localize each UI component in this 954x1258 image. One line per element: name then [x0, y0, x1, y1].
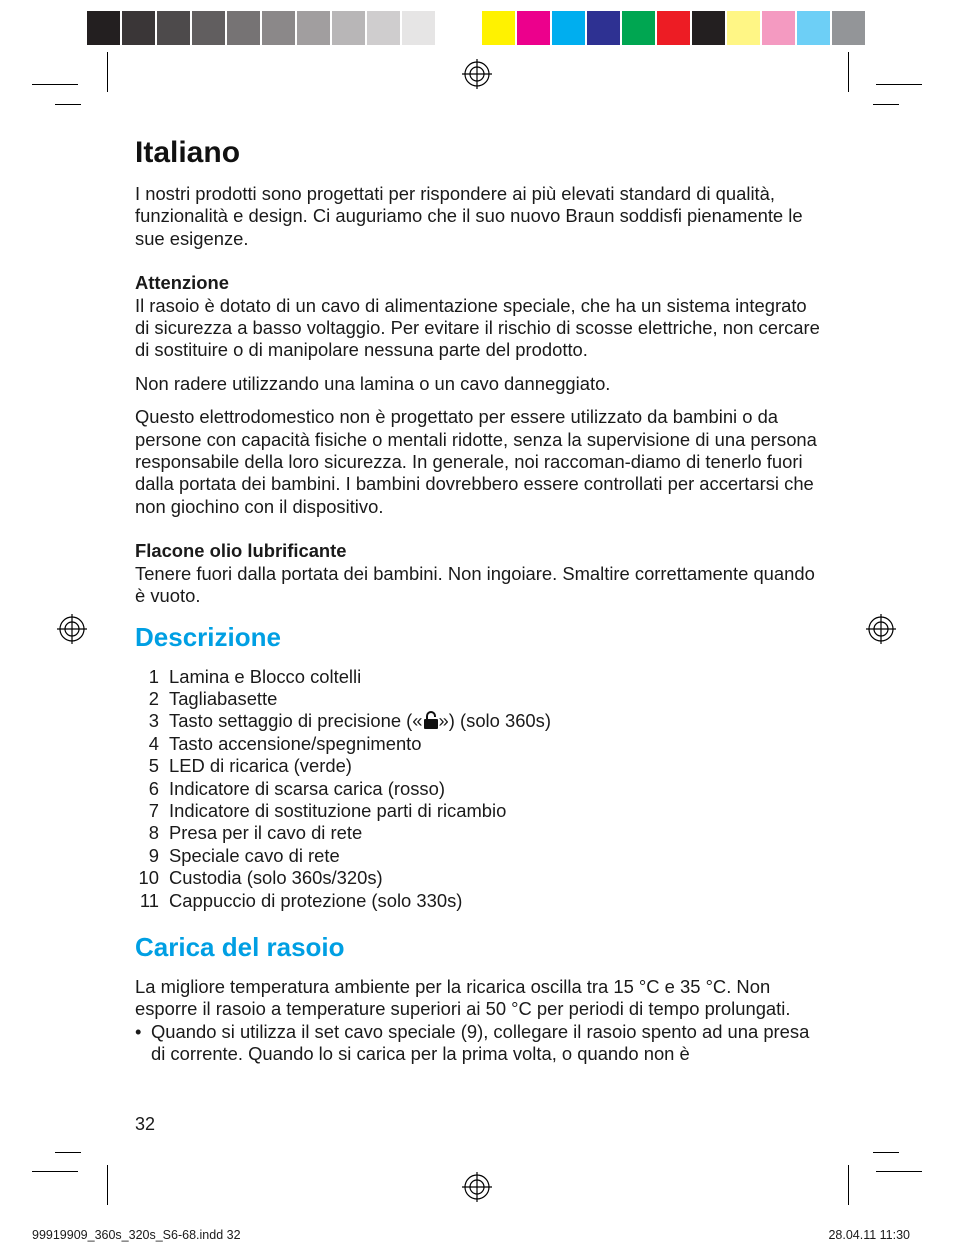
gray-swatch: [296, 10, 331, 46]
color-swatch: [621, 10, 656, 46]
charging-bullet: • Quando si utilizza il set cavo speciale (9), collegare il rasoio spento ad una presa di corrente. Quando lo si carica per la prima volta, o quando non è: [135, 1020, 810, 1065]
color-swatch: [516, 10, 551, 46]
oil-heading: Flacone olio lubrificante: [135, 540, 347, 562]
grayscale-calibration-bar: [86, 10, 471, 46]
crop-mark: [848, 1165, 849, 1205]
list-item: 11 Cappuccio di protezione (solo 330s): [139, 889, 463, 911]
oil-paragraph: Tenere fuori dalla portata dei bambini. Non ingoiare. Smaltire correttamente quando è vuoto.: [135, 562, 815, 607]
page-content: [135, 135, 825, 1066]
gray-swatch: [156, 10, 191, 46]
attention-paragraph: Il rasoio è dotato di un cavo di alimentazione speciale, che ha un sistema integrato di sicurezza a basso voltaggio. Per evitare il rischio di scosse elettriche, non cercare di sostituire o di manipolare nessuna parte del prodotto.: [135, 294, 820, 361]
color-swatch: [726, 10, 761, 46]
gray-swatch: [226, 10, 261, 46]
crop-mark: [55, 1152, 81, 1153]
list-item: 2 Tagliabasette: [148, 687, 278, 709]
color-swatch: [551, 10, 586, 46]
page-number: 32: [135, 1114, 156, 1134]
crop-mark: [32, 1171, 78, 1172]
lock-icon: [423, 710, 439, 730]
crop-mark: [876, 84, 922, 85]
color-swatch: [831, 10, 866, 46]
intro-paragraph: I nostri prodotti sono progettati per rispondere ai più elevati standard di qualità, funzionalità e design. Ci auguriamo che il suo nuovo Braun soddisfi pienamente le sue esigenze.: [135, 183, 803, 249]
crop-mark: [876, 1171, 922, 1172]
footer-filename: 99919909_360s_320s_S6-68.indd 32: [32, 1228, 241, 1242]
list-item: 10 Custodia (solo 360s/320s): [138, 867, 383, 889]
color-swatch: [796, 10, 831, 46]
crop-mark: [107, 1165, 108, 1205]
crop-mark: [848, 52, 849, 92]
color-swatch: [481, 10, 516, 46]
registration-mark-icon: [462, 1172, 492, 1202]
crop-mark: [873, 1152, 899, 1153]
registration-mark-icon: [57, 614, 87, 644]
gray-swatch: [366, 10, 401, 46]
crop-mark: [32, 84, 78, 85]
parts-list: [135, 666, 825, 912]
list-item: 8 Presa per il cavo di rete: [148, 822, 363, 844]
color-calibration-bar: [481, 10, 866, 46]
crop-mark: [107, 52, 108, 92]
gray-swatch: [86, 10, 121, 46]
list-item: 4 Tasto accensione/spegnimento: [148, 732, 422, 754]
description-heading: Descrizione: [135, 621, 281, 652]
children-warning: Questo elettrodomestico non è progettato per essere utilizzato da bambini o da persone con capacità fisiche o mentali ridotte, senza la supervisione di una persona responsabile della loro sicurezza. In generale, noi raccoman-diamo di tenerlo fuori dalla portata dei bambini. I bambini dovrebbero essere controllati per accertarsi che non giochino con il dispositivo.: [135, 406, 817, 517]
gray-swatch: [436, 10, 471, 46]
gray-swatch: [331, 10, 366, 46]
attention-heading: Attenzione: [135, 272, 229, 294]
gray-swatch: [261, 10, 296, 46]
footer-timestamp: 28.04.11 11:30: [828, 1228, 910, 1242]
list-item: 9 Speciale cavo di rete: [148, 844, 340, 866]
color-swatch: [656, 10, 691, 46]
color-swatch: [586, 10, 621, 46]
list-item: 3 Tasto settaggio di precisione (« ») (solo 360s): [148, 710, 551, 732]
charging-temperature-paragraph: La migliore temperatura ambiente per la ricarica oscilla tra 15 °C e 35 °C. Non esporre il rasoio a temperature superiori ai 50 °C per periodi di tempo prolungati.: [135, 975, 791, 1020]
color-swatch: [761, 10, 796, 46]
damaged-foil-warning: Non radere utilizzando una lamina o un cavo danneggiato.: [135, 372, 611, 394]
gray-swatch: [191, 10, 226, 46]
crop-mark: [873, 104, 899, 105]
list-item: 1 Lamina e Blocco coltelli: [148, 665, 362, 687]
registration-mark-icon: [462, 59, 492, 89]
list-item: 5 LED di ricarica (verde): [148, 755, 352, 777]
color-swatch: [691, 10, 726, 46]
gray-swatch: [121, 10, 156, 46]
page-title: Italiano: [135, 136, 241, 169]
list-item: 7 Indicatore di sostituzione parti di ricambio: [148, 799, 507, 821]
list-item: 6 Indicatore di scarsa carica (rosso): [148, 777, 445, 799]
registration-mark-icon: [866, 614, 896, 644]
gray-swatch: [401, 10, 436, 46]
crop-mark: [55, 104, 81, 105]
charging-heading: Carica del rasoio: [135, 931, 345, 962]
